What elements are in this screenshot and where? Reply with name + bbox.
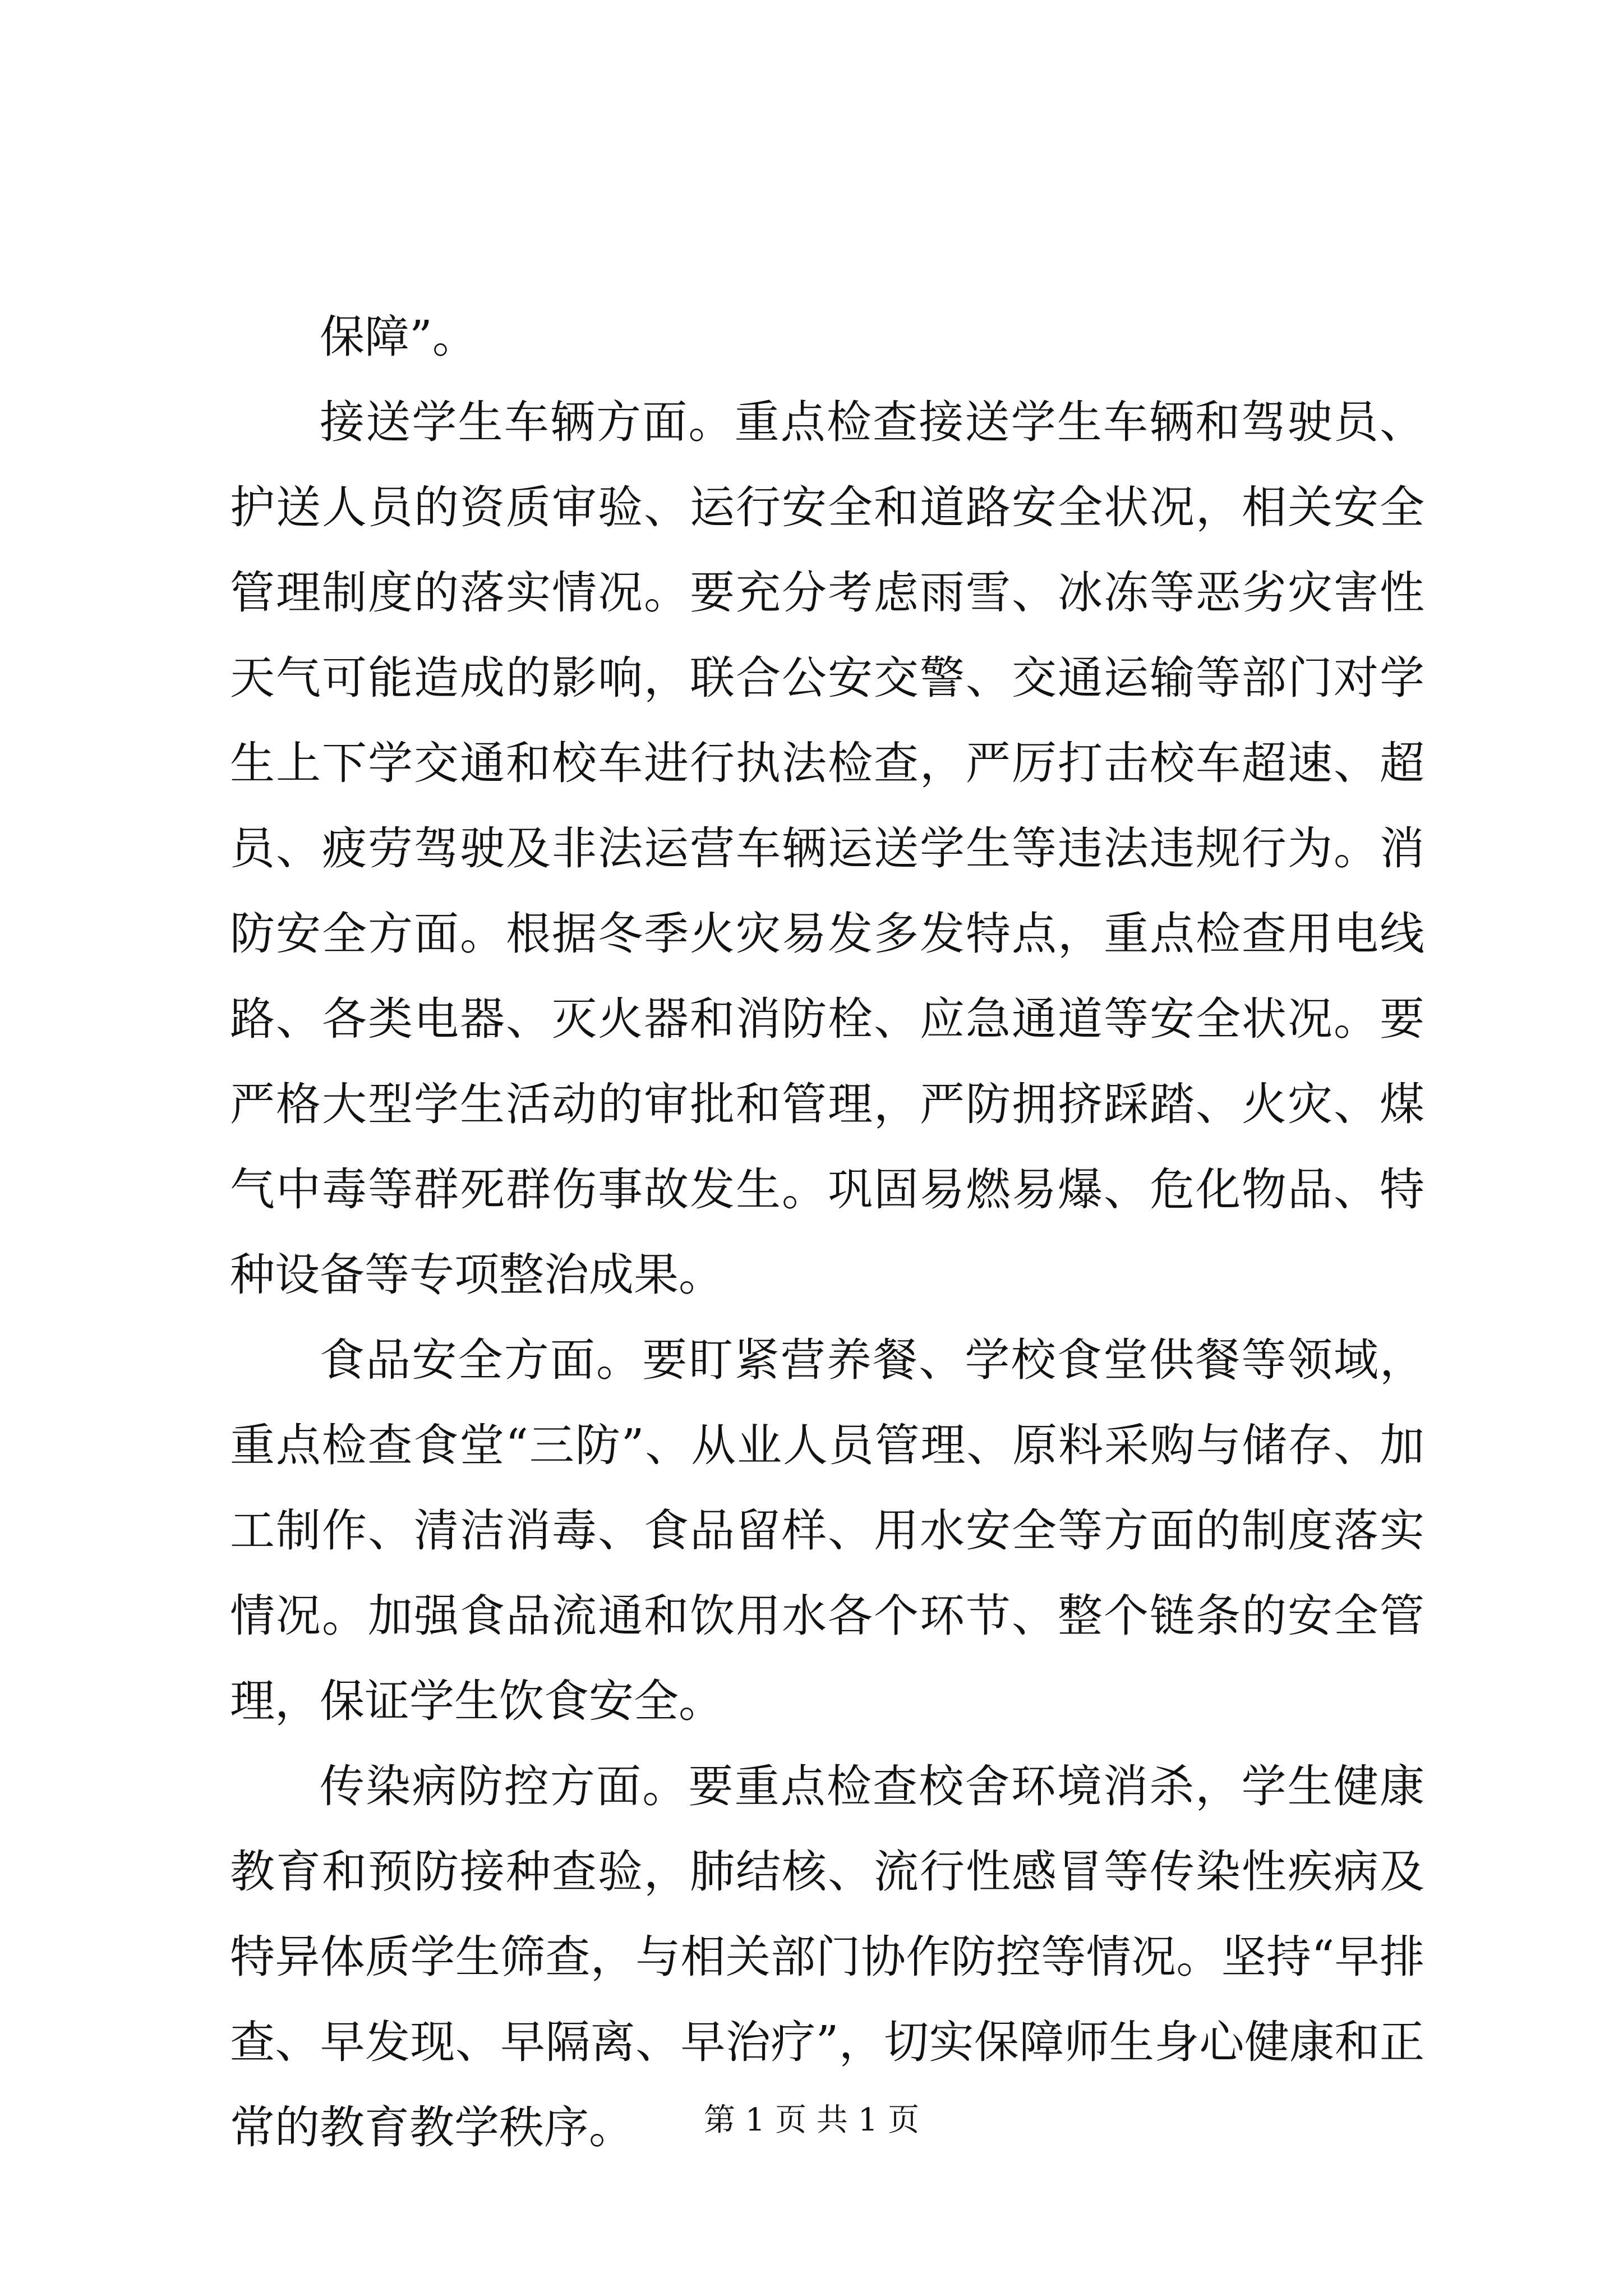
paragraph-food-safety: 食品安全方面。要盯紧营养餐、学校食堂供餐等领域，重点检查食堂“三防”、从业人员管理、原料采购与储存、加工制作、清洁消毒、食品留样、用水安全等方面的制度落实情况。加强食品流通和饮用水各个环节、整个链条的安全管理，保证学生饮食安全。	[230, 1334, 1424, 1727]
paragraph-continuation: 保障”。	[320, 311, 477, 363]
paragraph-disease-control: 传染病防控方面。要重点检查校舍环境消杀，学生健康教育和预防接种查验，肺结核、流行性感冒等传染性疾病及特异体质学生筛查，与相关部门协作防控等情况。坚持“早排查、早发现、早隔离、早治疗”，切实保障师生身心健康和正常的教育教学秩序。	[230, 1760, 1424, 2154]
paragraph-vehicle-fire-safety: 接送学生车辆方面。重点检查接送学生车辆和驾驶员、护送人员的资质审验、运行安全和道路安全状况，相关安全管理制度的落实情况。要充分考虑雨雪、冰冻等恶劣灾害性天气可能造成的影响，联合公安交警、交通运输等部门对学生上下学交通和校车进行执法检查，严厉打击校车超速、超员、疲劳驾驶及非法运营车辆运送学生等违法违规行为。消防安全方面。根据冬季火灾易发多发特点，重点检查用电线路、各类电器、灭火器和消防栓、应急通道等安全状况。要严格大型学生活动的审批和管理，严防拥挤踩踏、火灾、煤气中毒等群死群伤事故发生。巩固易燃易爆、危化物品、特种设备等专项整治成果。	[230, 396, 1424, 1301]
document-body	[230, 295, 1424, 2170]
page-number-footer: 第 1 页 共 1 页	[703, 2102, 920, 2138]
